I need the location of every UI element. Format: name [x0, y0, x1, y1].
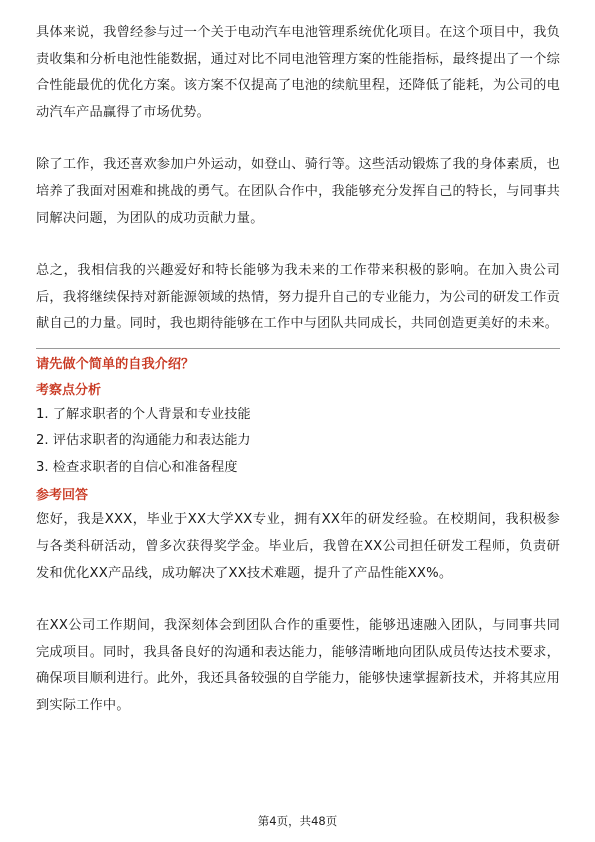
question-title: 请先做个简单的自我介绍？ [36, 356, 195, 372]
paragraph-spacer [36, 232, 560, 258]
answer-paragraph: 您好，我是XXX，毕业于XX大学XX专业，拥有XX年的研发经验。在校期间，我积极参与各类科研活动，曾多次获得奖学金。毕业后，我曾在XX公司担任研发工程师，负责研发和优化XX产品线，成功解决了XX技术难题，提升了产品性能XX%。 [36, 512, 560, 581]
paragraph-spacer [36, 587, 560, 613]
paragraph-project-experience: 具体来说，我曾经参与过一个关于电动汽车电池管理系统优化项目。在这个项目中，我负责收集和分析电池性能数据，通过对比不同电池管理方案的性能指标，最终提出了一个综合性能最优的优化方案。该方案不仅提高了电池的续航里程，还降低了能耗，为公司的电动汽车产品赢得了市场优势。 [36, 25, 560, 120]
page-number-footer: 第4页，共48页 [257, 814, 338, 828]
answer-paragraph: 在XX公司工作期间，我深刻体会到团队合作的重要性，能够迅速融入团队，与同事共同完成项目。同时，我具备良好的沟通和表达能力，能够清晰地向团队成员传达技术要求，确保项目顺利进行。此外，我还具备较强的自学能力，能够快速掌握新技术，并将其应用到实际工作中。 [36, 618, 560, 713]
answer-title: 参考回答 [36, 488, 89, 504]
analysis-title: 考察点分析 [36, 382, 102, 398]
analysis-item: 1. 了解求职者的个人背景和专业技能 [36, 406, 251, 422]
analysis-item: 3. 检查求职者的自信心和准备程度 [36, 459, 238, 475]
document-page [36, 20, 560, 720]
paragraph-hobbies: 除了工作，我还喜欢参加户外运动，如登山、骑行等。这些活动锻炼了我的身体素质，也培养了我面对困难和挑战的勇气。在团队合作中，我能够充分发挥自己的特长，与同事共同解决问题，为团队的成功贡献力量。 [36, 157, 560, 226]
analysis-item: 2. 评估求职者的沟通能力和表达能力 [36, 433, 251, 449]
paragraph-summary: 总之，我相信我的兴趣爱好和特长能够为我未来的工作带来积极的影响。在加入贵公司后，我将继续保持对新能源领域的热情，努力提升自己的专业能力，为公司的研发工作贡献自己的力量。同时，我也期待能够在工作中与团队共同成长，共同创造更美好的未来。 [36, 263, 560, 332]
paragraph-spacer [36, 126, 560, 152]
section-divider [36, 348, 560, 349]
